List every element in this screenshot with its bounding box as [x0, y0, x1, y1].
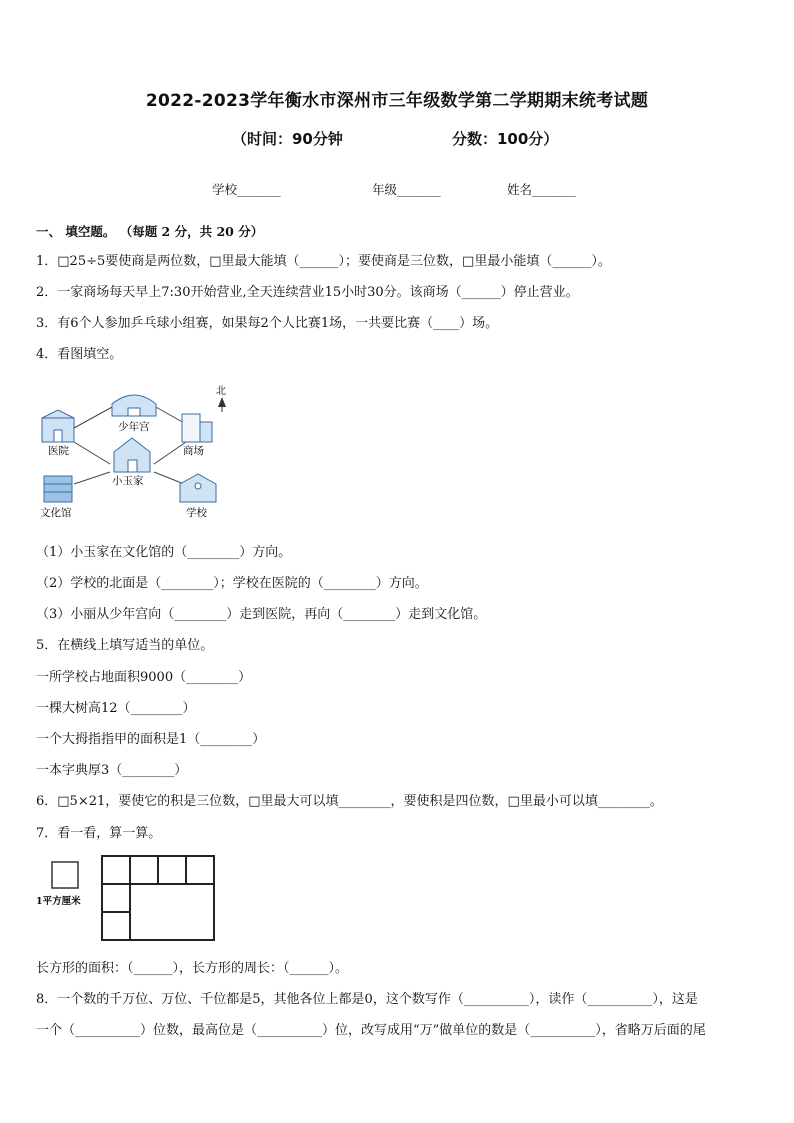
question-8-line1: 8．一个数的千万位、万位、千位都是5，其他各位上都是0，这个数写作（__________），读作（__________），这是	[36, 992, 698, 1007]
home-icon	[114, 438, 150, 472]
question-5-1: 一所学校占地面积9000（________）	[36, 670, 252, 685]
school-field[interactable]: 学校_______	[212, 182, 281, 197]
question-5-4: 一本字典厚3（________）	[36, 763, 188, 778]
question-5-2: 一棵大树高12（________）	[36, 701, 196, 716]
culture-center-label: 文化馆	[40, 507, 72, 519]
home-label: 小玉家	[112, 475, 144, 487]
name-field[interactable]: 姓名_______	[507, 182, 576, 197]
question-4-1: （1）小玉家在文化馆的（________）方向。	[36, 545, 292, 560]
question-4: 4．看图填空。	[36, 347, 123, 362]
school-icon	[180, 474, 216, 502]
question-1: 1．□25÷5要使商是两位数，□里最大能填（______）；要使商是三位数，□里最小能填（______）。	[36, 254, 611, 269]
grade-field[interactable]: 年级_______	[372, 182, 441, 197]
question-7-answer: 长方形的面积：（______），长方形的周长：（______）。	[36, 961, 349, 976]
question-4-2: （2）学校的北面是（________）；学校在医院的（________）方向。	[36, 576, 428, 591]
youth-palace-label: 少年宫	[118, 421, 150, 433]
question-7: 7．看一看，算一算。	[36, 826, 162, 841]
north-arrow-icon	[218, 397, 226, 412]
hospital-label: 医院	[48, 445, 69, 457]
mall-label: 商场	[183, 445, 204, 457]
section-heading: 一、 填空题。 （每题 2 分，共 20 分）	[36, 224, 264, 239]
page-title: 2022-2023学年衡水市深州市三年级数学第二学期期末统考试题	[145, 91, 649, 111]
north-label: 北	[216, 386, 226, 397]
exam-time: （时间：90分钟	[232, 130, 343, 148]
question-6: 6．□5×21，要使它的积是三位数，□里最大可以填________，要使积是四位数，□里最小可以填________。	[36, 794, 663, 809]
question-5: 5．在横线上填写适当的单位。	[36, 638, 214, 653]
question-3: 3．有6个人参加乒乓球小组赛，如果每2个人比赛1场，一共要比赛（____）场。	[36, 316, 499, 331]
hospital-icon	[42, 410, 74, 442]
school-label: 学校	[186, 507, 207, 519]
exam-score: 分数：100分）	[452, 130, 559, 148]
mall-icon	[182, 414, 212, 442]
youth-palace-icon	[112, 395, 156, 416]
question-5-3: 一个大拇指指甲的面积是1（________）	[36, 732, 266, 747]
question-8-line2: 一个（__________）位数，最高位是（__________）位，改写成用“万”做单位的数是（__________），省略万后面的尾	[36, 1023, 706, 1038]
culture-center-icon	[44, 476, 72, 502]
question-4-3: （3）小丽从少年宫向（________）走到医院，再向（________）走到文化馆。	[36, 607, 487, 622]
map-figure	[36, 380, 236, 525]
unit-square	[52, 862, 78, 888]
rectangle-grid	[102, 856, 214, 940]
question-2: 2．一家商场每天早上7:30开始营业,全天连续营业15小时30分。该商场（______）停止营业。	[36, 285, 579, 300]
unit-square-label: 1平方厘米	[36, 896, 81, 907]
grid-figure	[36, 852, 221, 944]
